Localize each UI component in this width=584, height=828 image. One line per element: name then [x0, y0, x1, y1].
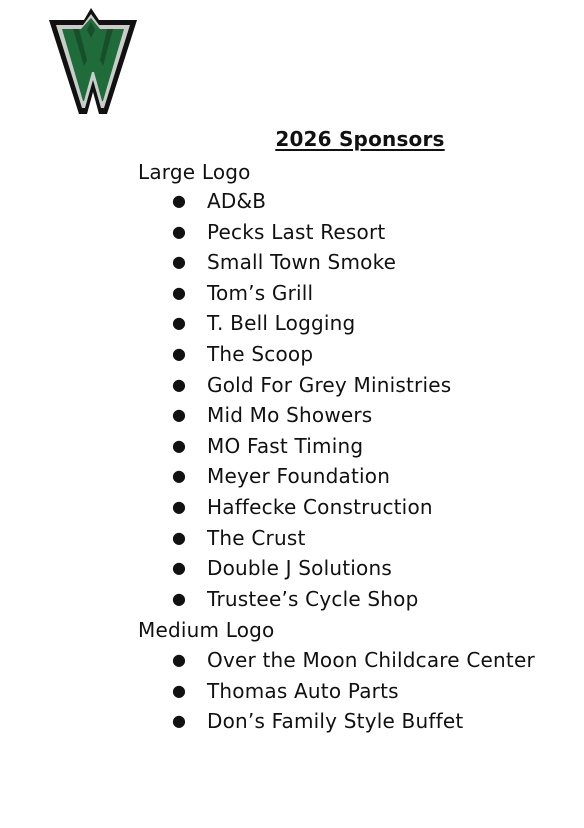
bullet: ●	[172, 711, 187, 731]
bullet: ●	[172, 374, 187, 394]
page-title: 2026 Sponsors	[275, 127, 445, 151]
sponsor-name: Don’s Family Style Buffet	[207, 709, 464, 734]
bullet: ●	[172, 221, 187, 241]
sponsor-name: T. Bell Logging	[207, 311, 356, 336]
bullet: ●	[172, 650, 187, 669]
sponsor-name: AD&B	[207, 189, 267, 213]
sponsor-name: Trustee’s Cycle Shop	[207, 586, 419, 611]
sponsor-name: MO Fast Timing	[207, 433, 364, 458]
sponsor-name: Meyer Foundation	[207, 464, 391, 489]
sponsor-name: Small Town Smoke	[207, 250, 397, 275]
sponsor-name: Thomas Auto Parts	[207, 678, 399, 703]
sponsor-name: Over the Moon Childcare Center	[207, 648, 535, 672]
bullet: ●	[172, 313, 187, 333]
bullet: ●	[172, 282, 187, 302]
w-logo-icon	[47, 8, 139, 118]
bullet: ●	[172, 466, 187, 486]
bullet: ●	[172, 435, 187, 455]
section-heading-large-logo: Large Logo	[138, 160, 251, 184]
section-heading-medium-logo: Medium Logo	[138, 618, 275, 642]
sponsor-name: Tom’s Grill	[207, 280, 314, 305]
sponsor-name: The Scoop	[207, 341, 314, 366]
sponsor-name: Pecks Last Resort	[207, 219, 386, 244]
bullet: ●	[172, 252, 187, 272]
bullet: ●	[172, 680, 187, 700]
bullet: ●	[172, 588, 187, 608]
bullet: ●	[172, 558, 187, 578]
sponsor-name: The Crust	[207, 525, 306, 550]
bullet: ●	[172, 527, 187, 547]
sponsor-name: Haffecke Construction	[207, 494, 433, 519]
bullet: ●	[172, 191, 187, 210]
sponsor-name: Gold For Grey Ministries	[207, 372, 452, 397]
sponsor-name: Mid Mo Showers	[207, 403, 373, 428]
bullet: ●	[172, 405, 187, 425]
sponsor-name: Double J Solutions	[207, 556, 392, 581]
bullet: ●	[172, 496, 187, 516]
bullet: ●	[172, 343, 187, 363]
